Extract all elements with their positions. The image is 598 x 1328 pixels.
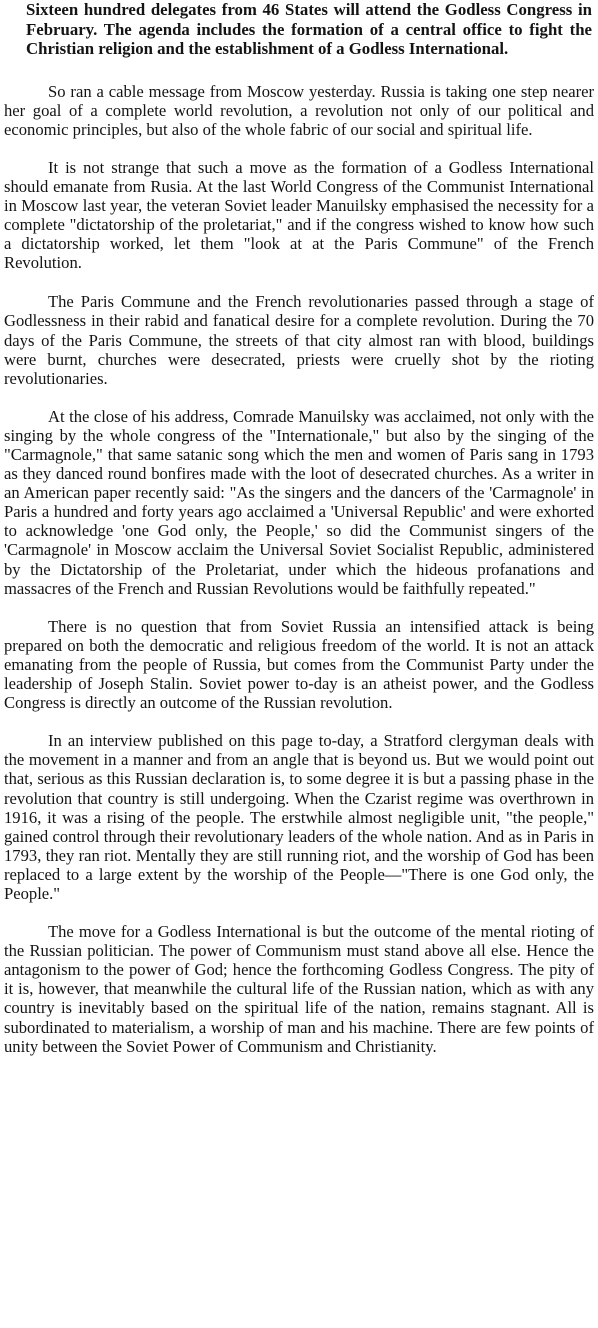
newspaper-article bbox=[4, 0, 594, 1056]
article-paragraph: The Paris Commune and the French revolutionaries passed through a stage of Godlessness in their rabid and fanatical desire for a complete revolution. During the 70 days of the Paris Commune, the streets of that city almost ran with blood, buildings were burnt, churches were desecrated, priests were cruelly shot by the rioting revolutionaries. bbox=[4, 292, 594, 388]
article-paragraph: The move for a Godless International is but the outcome of the mental rioting of the Russian politician. The power of Communism must stand above all else. Hence the antagonism to the power of God; hence the forthcoming Godless Congress. The pity of it is, however, that meanwhile the cultural life of the Russian nation, which as with any country is inevitably based on the spiritual life of the nation, remains stagnant. All is subordinated to materialism, a worship of man and his machine. There are few points of unity between the Soviet Power of Communism and Christianity. bbox=[4, 922, 594, 1056]
article-paragraph: So ran a cable message from Moscow yesterday. Russia is taking one step nearer her goal of a complete world revolution, a revolution not only of our political and economic principles, but also of the whole fabric of our social and spiritual life. bbox=[4, 81, 594, 139]
article-paragraph: At the close of his address, Comrade Manuilsky was acclaimed, not only with the singing by the whole congress of the "Internationale," but also by the singing of the "Carmagnole," that same satanic song which the men and women of Paris sang in 1793 as they danced round bonfires made with the loot of desecrated churches. As a writer in an American paper recently said: "As the singers and the dancers of the 'Carmagnole' in Paris a hundred and forty years ago acclaimed a 'Universal Republic' and were exhorted to acknowledge 'one God only, the People,' so did the Communist singers of the 'Carmagnole' in Moscow acclaim the Universal Soviet Socialist Republic, administered by the Dictatorship of the Proletariat, under which the hideous profanations and massacres of the French and Russian Revolutions would be faithfully repeated." bbox=[4, 406, 594, 598]
article-lead: Sixteen hundred delegates from 46 States will attend the Godless Congress in February. The agenda includes the formation of a central office to fight the Christian religion and the establishment of a Godless International. bbox=[26, 0, 592, 58]
article-paragraph: It is not strange that such a move as the formation of a Godless International should emanate from Rusia. At the last World Congress of the Communist International in Moscow last year, the veteran Soviet leader Manuilsky emphasised the necessity for a complete "dictatorship of the proletariat," and if the congress wished to know how such a dictatorship worked, let them "look at at the Paris Commune" of the French Revolution. bbox=[4, 157, 594, 273]
article-paragraph: There is no question that from Soviet Russia an intensified attack is being prepared on both the democratic and religious freedom of the world. It is not an attack emanating from the people of Russia, but comes from the Communist Party under the leadership of Joseph Stalin. Soviet power to-day is an atheist power, and the Godless Congress is directly an outcome of the Russian revolution. bbox=[4, 616, 594, 713]
article-paragraph: In an interview published on this page to-day, a Stratford clergyman deals with the movement in a manner and from an angle that is beyond us. But we would point out that, serious as this Russian declaration is, to some degree it is but a passing phase in the revolution that country is still undergoing. When the Czarist regime was overthrown in 1916, it was a rising of the people. The erstwhile almost negligible unit, "the people," gained control through their revolutionary leaders of the whole nation. And as in Paris in 1793, they ran riot. Mentally they are still running riot, and the worship of God has been replaced to a large extent by the worship of the People—"There is one God only, the People." bbox=[4, 731, 594, 903]
